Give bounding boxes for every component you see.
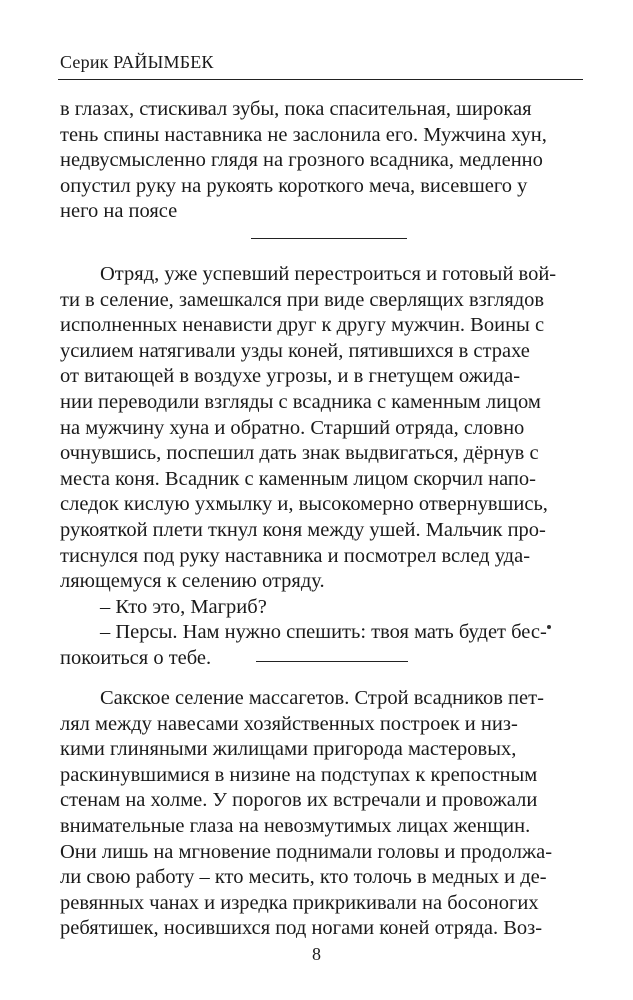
text-line: Сакское селение массагетов. Строй всадников пет- xyxy=(100,687,544,709)
text-line: ревянных чанах и изредка прикрикивали на босоногих xyxy=(60,891,539,914)
text-line: ляющемуся к селению отряду. xyxy=(60,570,325,593)
section-separator xyxy=(256,661,408,662)
header-rule xyxy=(58,79,583,80)
text-line: недвусмысленно глядя на грозного всадника, медленно xyxy=(60,149,543,172)
dialog-line: покоиться о тебе. xyxy=(60,646,212,669)
page-number: 8 xyxy=(312,944,321,964)
running-header: Серик РАЙЫМБЕК xyxy=(60,52,214,72)
text-line: внимательные глаза на невозмутимых лицах женщин. xyxy=(60,814,531,837)
ink-speck xyxy=(547,625,551,629)
section-separator xyxy=(251,238,407,239)
paragraph-2 xyxy=(60,262,586,672)
text-line: раскинувшимися в низине на подступах к крепостным xyxy=(60,763,538,786)
text-line: следок кислую ухмылку и, высокомерно отвернувшись, xyxy=(60,493,548,516)
text-line: Они лишь на мгновение поднимали головы и продолжа- xyxy=(60,840,553,863)
text-line: нии переводили взгляды с всадника с каменным лицом xyxy=(60,390,541,413)
text-line: него на поясе xyxy=(60,200,178,223)
text-line: Отряд, уже успевший перестроиться и готовый вой- xyxy=(100,263,557,285)
text-line: ли свою работу – кто месить, кто толочь в медных и де- xyxy=(60,866,547,889)
dialog-line: – Кто это, Магриб? xyxy=(100,595,267,618)
text-line: исполненных ненависти друг к другу мужчин. Воины с xyxy=(60,314,545,337)
text-line: очнувшись, поспешил дать знак выдвигаться, дёрнув с xyxy=(60,442,539,465)
text-line: тиснулся под руку наставника и посмотрел вслед уда- xyxy=(60,544,531,567)
text-line: кими глиняными жилищами пригорода мастеровых, xyxy=(60,738,517,761)
paragraph-1 xyxy=(60,97,586,225)
text-line: лял между навесами хозяйственных построек и низ- xyxy=(60,712,518,735)
text-line: тень спины наставника не заслонила его. Мужчина хун, xyxy=(60,123,547,146)
text-line: ти в селение, замешкался при виде сверлящих взглядов xyxy=(60,288,545,311)
text-line: опустил руку на рукоять короткого меча, висевшего у xyxy=(60,174,528,197)
text-line: на мужчину хуна и обратно. Старший отряда, словно xyxy=(60,416,525,439)
text-line: места коня. Всадник с каменным лицом скорчил напо- xyxy=(60,467,536,490)
text-line: от витающей в воздухе угрозы, и в гнетущем ожида- xyxy=(60,365,521,388)
paragraph-3 xyxy=(60,686,586,942)
text-line: рукояткой плети ткнул коня между ушей. Мальчик про- xyxy=(60,518,546,541)
dialog-line: – Персы. Нам нужно спешить: твоя мать будет бес- xyxy=(100,621,547,644)
text-line: в глазах, стискивал зубы, пока спасительная, широкая xyxy=(60,98,532,120)
text-line: ребятишек, носившихся под ногами коней отряда. Воз- xyxy=(60,917,543,940)
text-line: усилием натягивали узды коней, пятившихся в страхе xyxy=(60,339,530,362)
text-line: стенам на холме. У порогов их встречали и провожали xyxy=(60,789,538,812)
